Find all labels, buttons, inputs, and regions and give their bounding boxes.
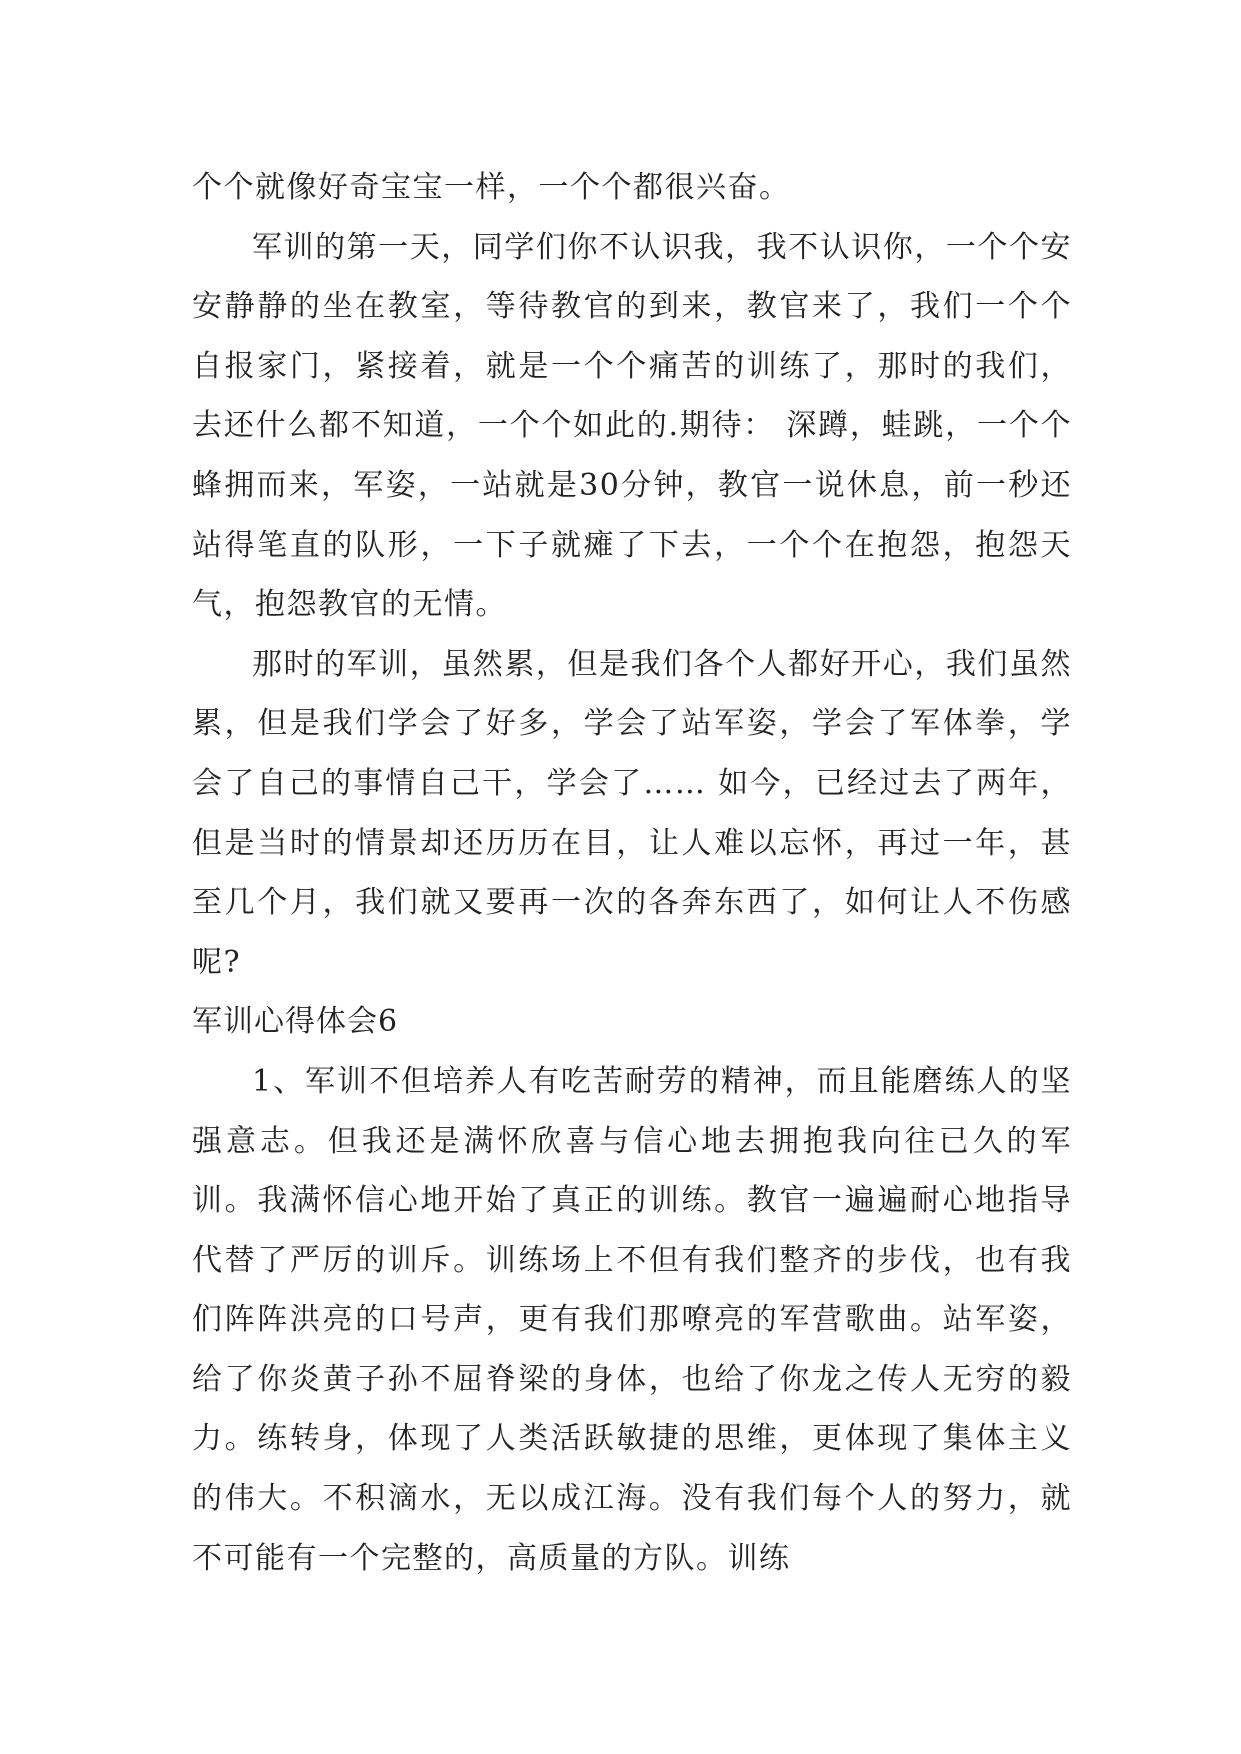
paragraph-reflection: 那时的军训，虽然累，但是我们各个人都好开心，我们虽然累，但是我们学会了好多，学会了站军姿，学会了军体拳，学会了自己的事情自己干，学会了…… 如今，已经过去了两年，但是当时的情景却还历历在目，让人难以忘怀，再过一年，甚至几个月，我们就又要再一次的各奔东西了，如何让人不伤感呢? — [192, 646, 1072, 980]
paragraph-continuation: 个个就像好奇宝宝一样，一个个都很兴奋。 — [192, 170, 791, 205]
paragraph-point-1: 1、军训不但培养人有吃苦耐劳的精神，而且能磨练人的坚强意志。但我还是满怀欣喜与信心地去拥抱我向往已久的军训。我满怀信心地开始了真正的训练。教官一遍遍耐心地指导代替了严厉的训斥。训练场上不但有我们整齐的步伐，也有我们阵阵洪亮的口号声，更有我们那嘹亮的军营歌曲。站军姿，给了你炎黄子孙不屈脊梁的身体，也给了你龙之传人无穷的毅力。练转身，体现了人类活跃敏捷的思维，更体现了集体主义的伟大。不积滴水，无以成江海。没有我们每个人的努力，就不可能有一个完整的，高质量的方队。训练 — [192, 1063, 1072, 1576]
document-body — [192, 158, 1072, 1588]
section-title: 军训心得体会6 — [192, 1004, 399, 1040]
paragraph-first-day: 军训的第一天，同学们你不认识我，我不认识你，一个个安安静静的坐在教室，等待教官的到来，教官来了，我们一个个自报家门，紧接着，就是一个个痛苦的训练了，那时的我们，去还什么都不知道，一个个如此的.期待： 深蹲，蛙跳，一个个蜂拥而来，军姿，一站就是30分钟，教官一说休息，前一秒还站得笔直的队形，一下子就瘫了下去，一个个在抱怨，抱怨天气，抱怨教官的无情。 — [192, 229, 1072, 623]
